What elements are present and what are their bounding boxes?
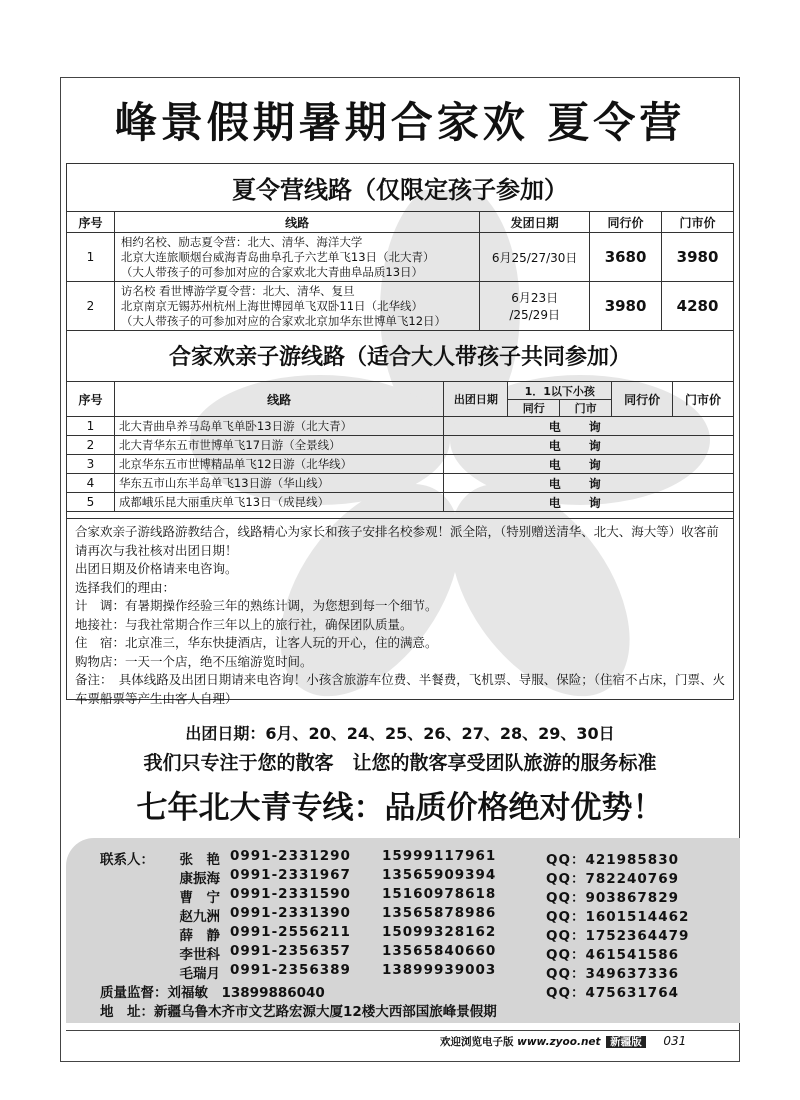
contact-qq: QQ：903867829 [546,890,679,906]
route-line: 北京大连旅顺烟台威海青岛曲阜孔子六艺单飞13日（北大青） [120,249,435,264]
table-row [67,233,734,282]
summer-camp-table [66,211,734,331]
table-row [67,436,734,455]
price-phone-inquiry: 电询 [444,417,734,436]
page-title: 峰景假期暑期合家欢 夏令营 [114,98,686,147]
contact-phone: 0991-2331290 [230,848,351,864]
edition-badge: 新疆版 [606,1036,646,1048]
contact-mobile: 13899939003 [382,962,497,978]
contact-mobile: 13565909394 [382,867,497,883]
retail-price: 3980 [662,233,734,282]
col-header-date: 出团日期 [444,382,508,417]
notes-box [66,518,734,706]
family-tour-table [66,381,734,512]
contact-mobile: 15099328162 [382,924,497,940]
table-row [67,493,734,512]
departure-dates: 出团日期：6月、20、24、25、26、27、28、29、30日 [185,724,615,743]
contact-phone: 0991-2556211 [230,924,351,940]
notes-intro: 合家欢亲子游线路游教结合，线路精心为家长和孩子安排名校参观！派全陪，（特别赠送清华、北大、海大等）收客前请再次与我社核对出团日期！ [75,524,719,558]
col-header-peer-price: 同行价 [590,212,662,233]
footer [440,1034,686,1049]
route-line: 相约名校、励志夏令营：北大、清华、海洋大学 [120,234,363,249]
page-number: 031 [663,1034,687,1048]
table-header-row [67,212,734,233]
contact-qq: QQ：349637336 [546,966,679,982]
contact-qq: QQ：461541586 [546,947,679,963]
peer-price: 3980 [590,282,662,331]
footer-divider [66,1030,740,1031]
contact-name: 曹 宁 [179,890,220,906]
row-no: 3 [67,455,115,474]
notes-line: 计 调：有暑期操作经验三年的熟练计调，为您想到每一个细节。 [75,598,438,613]
route-cell: 北京华东五市世博精品单飞12日游（北华线） [114,455,443,474]
table-row [67,474,734,493]
route-cell: 华东五市山东半岛单飞13日游（华山线） [114,474,443,493]
row-no: 1 [67,417,115,436]
notes-line: 选择我们的理由： [75,579,176,595]
col-header-no: 序号 [67,212,115,233]
col-header-child: 1．1以下小孩 [508,382,612,400]
contact-name: 赵九洲 [179,909,220,925]
route-cell [114,282,479,331]
contact-name: 李世科 [179,947,220,963]
contact-qq: QQ：782240769 [546,871,679,887]
contact-phone: 0991-2331590 [230,886,351,902]
slogan: 我们只专注于您的散客 让您的散客享受团队旅游的服务标准 [143,752,657,774]
summer-camp-section-title: 夏令营线路（仅限定孩子参加） [232,176,568,204]
col-header-retail-price: 门市价 [662,212,734,233]
col-header-date: 发团日期 [480,212,590,233]
departure-date: 6月25/27/30日 [480,233,590,282]
contact-phone: 0991-2331390 [230,905,351,921]
contact-mobile: 13565840660 [382,943,497,959]
table-header-row [67,382,734,400]
retail-price: 4280 [662,282,734,331]
quality-supervisor: 质量监督：刘福敏 13899886040 [100,985,325,1001]
contact-mobile: 13565878986 [382,905,497,921]
supervisor-qq: QQ：475631764 [546,985,679,1001]
notes-line: 地接社：与我社常期合作三年以上的旅行社，确保团队质量。 [75,616,413,632]
route-cell [114,233,479,282]
price-phone-inquiry: 电询 [444,436,734,455]
peer-price: 3680 [590,233,662,282]
route-cell: 北大青曲阜养马岛单飞单卧13日游（北大青） [114,417,443,436]
col-header-child-retail: 门市 [560,400,612,417]
row-no: 4 [67,474,115,493]
contact-qq: QQ：1752364479 [546,928,690,944]
col-header-retail-price: 门市价 [673,382,734,417]
contact-name: 张 艳 [179,852,220,868]
contact-name: 康振海 [179,871,220,887]
contact-phone: 0991-2356357 [230,943,351,959]
col-header-child-peer: 同行 [508,400,560,417]
notes-remark: 备注： 具体线路及出团日期请来电咨询！小孩含旅游车位费、半餐费，飞机票、导服、保险；（住宿不占床，门票、火车票船票等产生由客人自理） [75,672,726,706]
route-cell: 北大青华东五市世博单飞17日游（全景线） [114,436,443,455]
col-header-route: 线路 [114,212,479,233]
contact-mobile: 15999117961 [382,848,497,864]
route-cell: 成都峨乐昆大丽重庆单飞13日（成昆线） [114,493,443,512]
contact-qq: QQ：421985830 [546,852,679,868]
col-header-no: 序号 [67,382,115,417]
contact-label: 联系人： [100,852,154,868]
address: 地 址：新疆乌鲁木齐市文艺路宏源大厦12楼大西部国旅峰景假期 [100,1004,497,1020]
notes-line: 住 宿：北京准三，华东快捷酒店，让客人玩的开心，住的满意。 [75,635,438,650]
footer-text: 欢迎浏览电子版 [440,1036,514,1048]
route-line: 北京南京无锡苏州杭州上海世博园单飞双卧11日（北华线） [120,298,424,313]
route-line: （大人带孩子的可参加对应的合家欢北大青曲阜品质13日） [120,264,424,279]
row-no: 5 [67,493,115,512]
row-no: 2 [67,436,115,455]
route-line: 访名校 看世博游学夏令营：北大、清华、复旦 [120,283,355,298]
table-row [67,455,734,474]
table-row [67,282,734,331]
row-no: 1 [67,233,115,282]
contact-qq: QQ：1601514462 [546,909,690,925]
contact-phone: 0991-2356389 [230,962,351,978]
notes-line: 出团日期及价格请来电咨询。 [75,561,238,576]
price-phone-inquiry: 电询 [444,474,734,493]
route-line: （大人带孩子的可参加对应的合家欢北京加华东世博单飞12日） [120,313,447,328]
notes-line: 购物店：一天一个店，绝不压缩游览时间。 [75,653,313,669]
col-header-peer-price: 同行价 [612,382,673,417]
contact-name: 毛瑞月 [179,966,220,982]
contact-phone: 0991-2331967 [230,867,351,883]
price-phone-inquiry: 电询 [444,455,734,474]
family-tour-section-title: 合家欢亲子游线路（适合大人带孩子共同参加） [168,345,631,370]
contact-name: 薛 静 [179,928,220,944]
col-header-route: 线路 [114,382,443,417]
table-row [67,417,734,436]
row-no: 2 [67,282,115,331]
big-slogan: 七年北大青专线：品质价格绝对优势！ [136,790,664,826]
departure-date: 6月23日 /25/29日 [480,282,590,331]
contact-mobile: 15160978618 [382,886,497,902]
footer-url: www.zyoo.net [517,1036,601,1048]
price-phone-inquiry: 电询 [444,493,734,512]
